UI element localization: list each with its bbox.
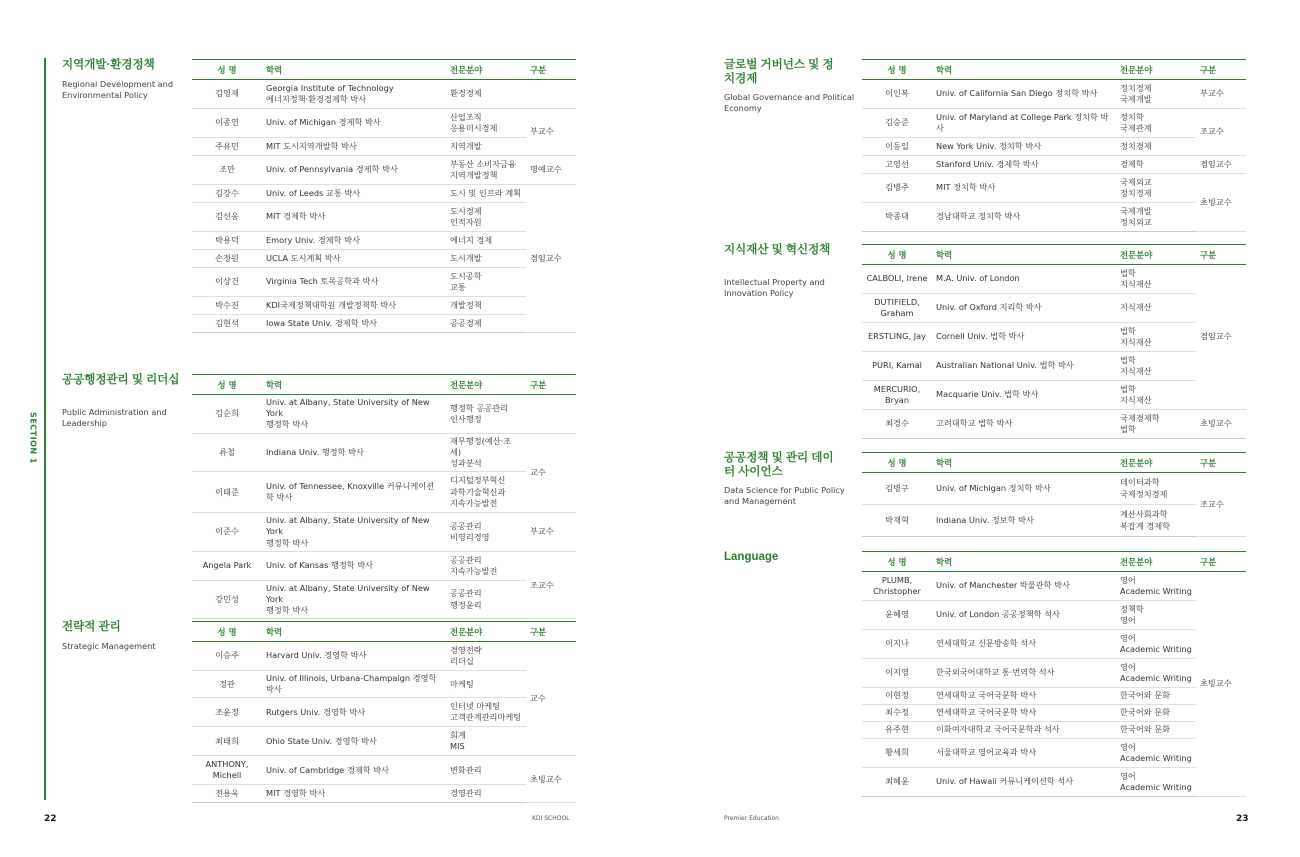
cell-field: 공공관리 비영리경영 (446, 513, 526, 552)
table-row (862, 768, 1246, 797)
header-field: 전문분야 (1116, 60, 1196, 80)
cell-degree: Univ. of Maryland at College Park 정치학 박사 (932, 109, 1116, 138)
cell-type: 겸임교수 (1196, 265, 1246, 410)
cell-degree: Indiana Univ. 행정학 박사 (262, 433, 446, 472)
table-header-row (192, 622, 576, 642)
cell-field: 계산사회과학 복잡계 경제학 (1116, 505, 1196, 537)
table-row (862, 294, 1246, 323)
cell-field: 국제경제학 법학 (1116, 410, 1196, 439)
table-row (862, 352, 1246, 381)
cell-name: 이인복 (862, 80, 932, 109)
header-name: 성 명 (862, 552, 932, 572)
table-row (192, 109, 576, 138)
table-row (862, 722, 1246, 739)
cell-name: 김승준 (862, 109, 932, 138)
cell-degree: KDI국제정책대학원 개발정책학 박사 (262, 297, 446, 315)
left-page-number: 22 (44, 814, 57, 824)
cell-name: 이지영 (862, 659, 932, 688)
cell-name: 이현정 (862, 688, 932, 705)
cell-field: 도시개발 (446, 250, 526, 268)
cell-field: 변화관리 (446, 756, 526, 785)
table-header-row (862, 60, 1246, 80)
table-row (192, 671, 576, 698)
cell-field: 디지털정부혁신 과학기술혁신과 지속가능발전 (446, 472, 526, 513)
right-page-number: 23 (1236, 814, 1249, 824)
cell-field: 공공관리 지속가능발전 (446, 551, 526, 580)
cell-degree: Univ. of Oxford 지리학 박사 (932, 294, 1116, 323)
cell-degree: 연세대학교 신문방송학 석사 (932, 630, 1116, 659)
cell-name: 강민성 (192, 580, 262, 619)
cell-type: 조교수 (526, 551, 576, 619)
header-type: 구분 (526, 60, 576, 80)
cell-name: PURI, Kamal (862, 352, 932, 381)
cell-field: 국제개발 정치외교 (1116, 203, 1196, 232)
cell-field: 한국어와 문화 (1116, 722, 1196, 739)
cell-type: 명예교수 (526, 156, 576, 185)
cell-field: 경영관리 (446, 785, 526, 803)
header-name: 성 명 (192, 622, 262, 642)
header-name: 성 명 (192, 60, 262, 80)
cell-degree: Univ. of Tennessee, Knoxville 커뮤니케이션학 박사 (262, 472, 446, 513)
table-row (862, 203, 1246, 232)
table-row (862, 659, 1246, 688)
table-row (862, 265, 1246, 294)
cell-field: 인터넷 마케팅 고객관계관리마케팅 (446, 698, 526, 727)
header-degree: 학력 (932, 552, 1116, 572)
cell-field: 법학 지식재산 (1116, 352, 1196, 381)
cell-degree: Ohio State Univ. 경영학 박사 (262, 727, 446, 756)
cell-degree: 연세대학교 국어국문학 박사 (932, 688, 1116, 705)
section-label (26, 408, 40, 468)
block-subtitle: Global Governance and Political Economy (724, 92, 855, 113)
cell-degree: Indiana Univ. 정보학 박사 (932, 505, 1116, 537)
block-subtitle: Public Administration and Leadership (62, 407, 167, 428)
cell-degree: M.A. Univ. of London (932, 265, 1116, 294)
cell-degree: Univ. at Albany, State University of New York 행정학 박사 (262, 513, 446, 552)
block-subtitle: Data Science for Public Policy and Management (724, 485, 845, 506)
cell-type: 조교수 (1196, 473, 1246, 537)
cell-name: 박재혁 (862, 505, 932, 537)
cell-degree: Univ. of Pennsylvania 경제학 박사 (262, 156, 446, 185)
cell-field: 법학 지식재산 (1116, 265, 1196, 294)
cell-name: 주유민 (192, 138, 262, 156)
header-degree: 학력 (262, 60, 446, 80)
header-type: 구분 (1196, 453, 1246, 473)
table-row (192, 203, 576, 232)
cell-degree: UCLA 도시계획 박사 (262, 250, 446, 268)
table-row (192, 785, 576, 803)
cell-degree: Macquarie Univ. 법학 박사 (932, 381, 1116, 410)
cell-field: 도시 및 인프라 계획 (446, 185, 526, 203)
cell-type (526, 80, 576, 109)
faculty-table (192, 374, 576, 619)
cell-name: 김강수 (192, 185, 262, 203)
cell-degree: Univ. of London 공공정책학 석사 (932, 601, 1116, 630)
table-row (192, 156, 576, 185)
cell-type: 부교수 (526, 513, 576, 552)
table-row (862, 323, 1246, 352)
cell-field: 영어 Academic Writing (1116, 768, 1196, 797)
header-degree: 학력 (262, 375, 446, 395)
cell-degree: Emory Univ. 경제학 박사 (262, 232, 446, 250)
cell-field: 지식재산 (1116, 294, 1196, 323)
cell-name: 이종연 (192, 109, 262, 138)
cell-name: 김선웅 (192, 203, 262, 232)
table-header-row (862, 245, 1246, 265)
cell-name: 이지나 (862, 630, 932, 659)
header-name: 성 명 (862, 245, 932, 265)
cell-name: DUTIFIELD, Graham (862, 294, 932, 323)
cell-name: 최수정 (862, 705, 932, 722)
block-subtitle: Regional Development and Environmental Policy (62, 79, 174, 100)
cell-type: 초빙교수 (526, 756, 576, 803)
cell-field: 지역개발 (446, 138, 526, 156)
right-footer: Premier Education (724, 815, 779, 822)
cell-degree: MIT 경영학 박사 (262, 785, 446, 803)
cell-name: CALBOLI, Irene (862, 265, 932, 294)
table-row (192, 551, 576, 580)
cell-degree: Australian National Univ. 법학 박사 (932, 352, 1116, 381)
cell-type: 부교수 (526, 109, 576, 156)
table-row (862, 381, 1246, 410)
table-row (192, 472, 576, 513)
cell-field: 환경경제 (446, 80, 526, 109)
cell-field: 경영전략 리더십 (446, 642, 526, 671)
table-header-row (862, 453, 1246, 473)
header-type: 구분 (526, 622, 576, 642)
cell-field: 공공관리 행정윤리 (446, 580, 526, 619)
cell-name: 김현석 (192, 315, 262, 333)
cell-degree: MIT 정치학 박사 (932, 174, 1116, 203)
cell-name: 이준수 (192, 513, 262, 552)
cell-degree: New York Univ. 정치학 박사 (932, 138, 1116, 156)
header-name: 성 명 (192, 375, 262, 395)
header-degree: 학력 (932, 453, 1116, 473)
cell-degree: Univ. of California San Diego 정치학 박사 (932, 80, 1116, 109)
cell-degree: Rutgers Univ. 경영학 박사 (262, 698, 446, 727)
cell-degree: Cornell Univ. 법학 박사 (932, 323, 1116, 352)
block-subtitle: Intellectual Property and Innovation Policy (724, 277, 825, 298)
cell-field: 영어 Academic Writing (1116, 572, 1196, 601)
cell-type: 부교수 (1196, 80, 1246, 109)
table-row (862, 601, 1246, 630)
cell-field: 회계 MIS (446, 727, 526, 756)
cell-name: 고영선 (862, 156, 932, 174)
table-row (192, 698, 576, 727)
table-row (862, 630, 1246, 659)
header-field: 전문분야 (446, 622, 526, 642)
table-header-row (192, 375, 576, 395)
cell-name: 이승주 (192, 642, 262, 671)
table-row (192, 315, 576, 333)
cell-degree: Virginia Tech 토목공학과 박사 (262, 268, 446, 297)
cell-name: 최혜윤 (862, 768, 932, 797)
cell-degree: 연세대학교 국어국문학 박사 (932, 705, 1116, 722)
cell-field: 한국어와 문화 (1116, 705, 1196, 722)
cell-type: 겸임교수 (1196, 156, 1246, 174)
table-row (862, 109, 1246, 138)
table-row (862, 705, 1246, 722)
header-type: 구분 (526, 375, 576, 395)
table-row (862, 688, 1246, 705)
cell-degree: 이화여자대학교 국어국문학과 석사 (932, 722, 1116, 739)
header-name: 성 명 (862, 60, 932, 80)
cell-name: 김순희 (192, 395, 262, 434)
cell-field: 법학 지식재산 (1116, 323, 1196, 352)
cell-name: 이태준 (192, 472, 262, 513)
cell-field: 개발정책 (446, 297, 526, 315)
table-row (192, 756, 576, 785)
cell-field: 정치경제 국제개발 (1116, 80, 1196, 109)
faculty-table (862, 551, 1246, 797)
cell-degree: Univ. of Manchester 박물관학 박사 (932, 572, 1116, 601)
header-field: 전문분야 (1116, 453, 1196, 473)
cell-degree: 서울대학교 영어교육과 박사 (932, 739, 1116, 768)
cell-name: 김영재 (192, 80, 262, 109)
table-row (192, 580, 576, 619)
cell-field: 마케팅 (446, 671, 526, 698)
header-field: 전문분야 (446, 60, 526, 80)
cell-degree: Univ. of Cambridge 경제학 박사 (262, 756, 446, 785)
block-title: 지역개발·환경정책 (62, 59, 155, 71)
cell-field: 데이터과학 국제정치경제 (1116, 473, 1196, 505)
cell-type: 조교수 (1196, 109, 1246, 156)
cell-name: PLUMB, Christopher (862, 572, 932, 601)
cell-field: 영어 Academic Writing (1116, 659, 1196, 688)
cell-name: 황세희 (862, 739, 932, 768)
cell-name: ERSTLING, Jay (862, 323, 932, 352)
table-row (192, 80, 576, 109)
faculty-table (192, 59, 576, 333)
header-type: 구분 (1196, 60, 1246, 80)
header-type: 구분 (1196, 552, 1246, 572)
cell-degree: MIT 도시지역개발학 박사 (262, 138, 446, 156)
table-row (192, 513, 576, 552)
cell-field: 정치경제 (1116, 138, 1196, 156)
table-row (192, 642, 576, 671)
cell-name: 최태희 (192, 727, 262, 756)
table-header-row (192, 60, 576, 80)
table-row (862, 138, 1246, 156)
cell-degree: Univ. of Kansas 행정학 박사 (262, 551, 446, 580)
cell-field: 정치학 국제관계 (1116, 109, 1196, 138)
block-title: 공공정책 및 관리 데이터 사이언스 (724, 452, 834, 478)
table-row (862, 473, 1246, 505)
table-row (862, 156, 1246, 174)
cell-name: MERCURIO, Bryan (862, 381, 932, 410)
cell-name: 김병구 (862, 473, 932, 505)
cell-type: 겸임교수 (526, 185, 576, 333)
cell-name: 류철 (192, 433, 262, 472)
cell-name: 박용덕 (192, 232, 262, 250)
table-row (862, 572, 1246, 601)
cell-degree: Univ. of Leeds 교통 박사 (262, 185, 446, 203)
cell-name: 윤혜영 (862, 601, 932, 630)
table-row (192, 433, 576, 472)
cell-field: 영어 Academic Writing (1116, 630, 1196, 659)
table-row (192, 185, 576, 203)
cell-name: 전용욱 (192, 785, 262, 803)
faculty-table (192, 621, 576, 803)
cell-degree: Univ. of Michigan 경제학 박사 (262, 109, 446, 138)
cell-name: 이상건 (192, 268, 262, 297)
header-degree: 학력 (262, 622, 446, 642)
header-type: 구분 (1196, 245, 1246, 265)
cell-name: 유주현 (862, 722, 932, 739)
cell-type (526, 395, 576, 434)
cell-degree: Univ. of Hawaii 커뮤니케이션학 석사 (932, 768, 1116, 797)
table-row (192, 727, 576, 756)
section-label-text: SECTION 1 (28, 412, 38, 464)
cell-field: 재무행정(예산·조세) 성과분석 (446, 433, 526, 472)
faculty-table (862, 244, 1246, 439)
cell-field: 한국어와 문화 (1116, 688, 1196, 705)
cell-name: 조윤정 (192, 698, 262, 727)
table-row (862, 505, 1246, 537)
cell-name: 최경수 (862, 410, 932, 439)
header-degree: 학력 (932, 245, 1116, 265)
cell-type: 초빙교수 (1196, 410, 1246, 439)
cell-type: 교수 (526, 642, 576, 756)
cell-field: 산업조직 응용미시경제 (446, 109, 526, 138)
table-row (862, 80, 1246, 109)
cell-field: 국제외교 정치경제 (1116, 174, 1196, 203)
table-row (862, 410, 1246, 439)
cell-degree: Iowa State Univ. 경제학 박사 (262, 315, 446, 333)
table-row (862, 739, 1246, 768)
block-title: Language (724, 551, 779, 563)
cell-name: Angela Park (192, 551, 262, 580)
cell-degree: Georgia Institute of Technology 에너지정책·환경경제학 박사 (262, 80, 446, 109)
left-footer: KDI SCHOOL (532, 815, 570, 822)
block-title: 전략적 관리 (62, 621, 121, 633)
section-rule (44, 58, 46, 800)
cell-name: 정관 (192, 671, 262, 698)
table-row (192, 232, 576, 250)
cell-field: 영어 Academic Writing (1116, 739, 1196, 768)
cell-type: 초빙교수 (1196, 572, 1246, 797)
cell-degree: Univ. of Illinois, Urbana-Champaign 경영학 박사 (262, 671, 446, 698)
cell-field: 도시공학 교통 (446, 268, 526, 297)
block-title: 공공행정관리 및 리더십 (62, 374, 180, 386)
cell-field: 에너지 경제 (446, 232, 526, 250)
cell-degree: 한국외국어대학교 통·번역학 석사 (932, 659, 1116, 688)
cell-field: 행정학 공공관리 인사행정 (446, 395, 526, 434)
faculty-table (862, 452, 1246, 537)
cell-field: 도시경제 인적자원 (446, 203, 526, 232)
cell-name: 손정원 (192, 250, 262, 268)
cell-field: 법학 지식재산 (1116, 381, 1196, 410)
cell-name: 이동일 (862, 138, 932, 156)
cell-field: 부동산 소비자금융 지역개발정책 (446, 156, 526, 185)
cell-degree: MIT 경제학 박사 (262, 203, 446, 232)
table-row (192, 250, 576, 268)
cell-field: 공공경제 (446, 315, 526, 333)
block-title: 지식재산 및 혁신정책 (724, 244, 831, 256)
cell-name: 김병주 (862, 174, 932, 203)
header-field: 전문분야 (1116, 245, 1196, 265)
table-row (192, 297, 576, 315)
faculty-table (862, 59, 1246, 232)
cell-degree: Stanford Univ. 경제학 박사 (932, 156, 1116, 174)
cell-name: 조만 (192, 156, 262, 185)
cell-field: 정책학 영어 (1116, 601, 1196, 630)
table-row (192, 268, 576, 297)
table-row (192, 138, 576, 156)
block-subtitle: Strategic Management (62, 641, 156, 651)
header-name: 성 명 (862, 453, 932, 473)
header-field: 전문분야 (1116, 552, 1196, 572)
header-degree: 학력 (932, 60, 1116, 80)
cell-field: 경제학 (1116, 156, 1196, 174)
table-row (862, 174, 1246, 203)
cell-degree: Harvard Univ. 경영학 박사 (262, 642, 446, 671)
block-title: 글로벌 거버넌스 및 정치경제 (724, 59, 834, 85)
cell-degree: Univ. at Albany, State University of New York 행정학 박사 (262, 580, 446, 619)
cell-name: 박종대 (862, 203, 932, 232)
header-field: 전문분야 (446, 375, 526, 395)
cell-degree: 경남대학교 정치학 박사 (932, 203, 1116, 232)
cell-degree: Univ. at Albany, State University of New York 행정학 박사 (262, 395, 446, 434)
cell-degree: 고려대학교 법학 박사 (932, 410, 1116, 439)
cell-type: 교수 (526, 433, 576, 513)
cell-name: 박수진 (192, 297, 262, 315)
cell-degree: Univ. of Michigan 정치학 박사 (932, 473, 1116, 505)
cell-type: 초빙교수 (1196, 174, 1246, 232)
table-header-row (862, 552, 1246, 572)
table-row (192, 395, 576, 434)
cell-name: ANTHONY, Michell (192, 756, 262, 785)
